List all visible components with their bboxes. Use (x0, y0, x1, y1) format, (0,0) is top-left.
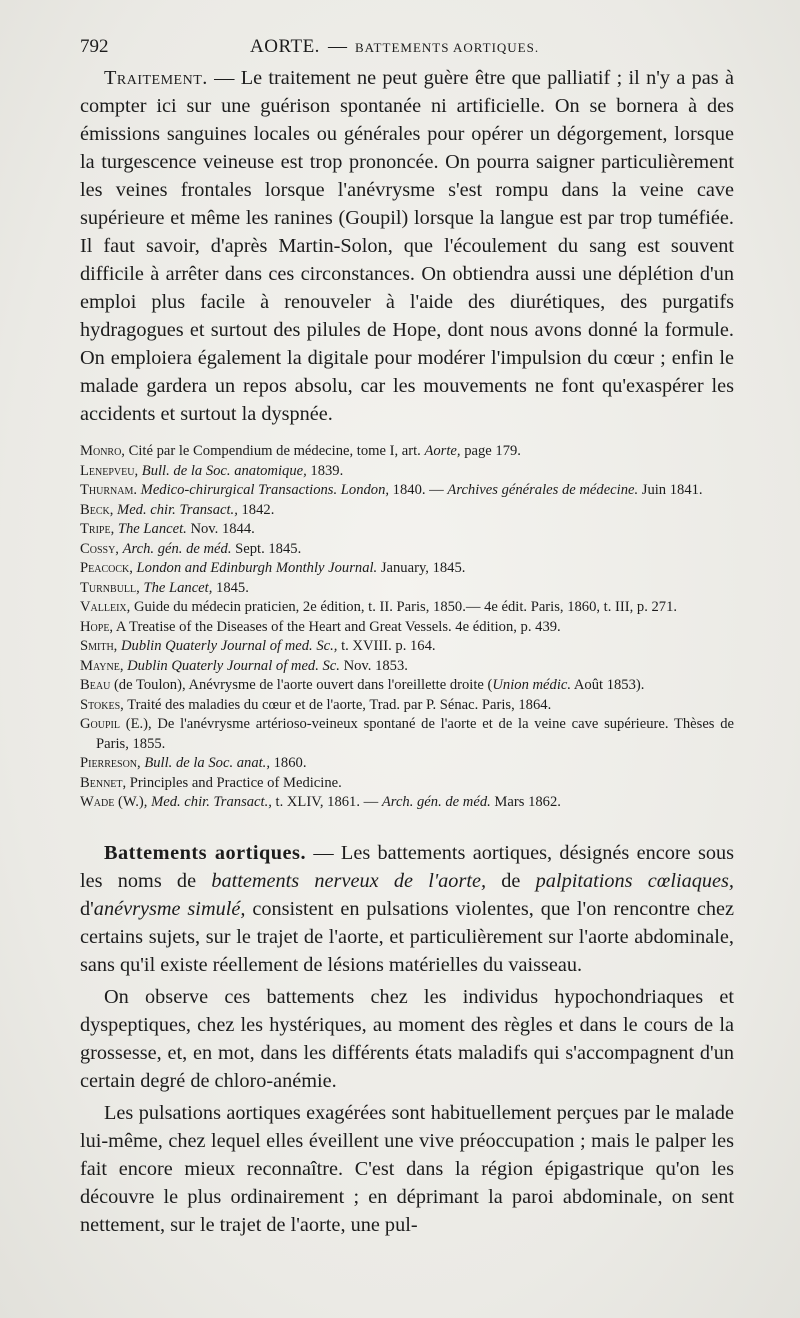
traitement-text: — Le traitement ne peut guère être que palliatif ; il n'y a pas à compter ici sur une guérison spontanée ni artificielle. On se bornera à des émissions sanguines locales ou générales pour opérer un dégorgement, lorsque la turgescence veineuse est trop prononcée. On pourra saigner particulièrement les veines frontales lorsque l'anévrysme s'est rompu dans la veine cave supérieure et même les ranines (Goupil) lorsque la langue est par trop tuméfiée. Il faut savoir, d'après Martin-Solon, que l'écoulement du sang est souvent difficile à arrêter dans ces circonstances. On obtiendra aussi une déplétion d'un emploi plus facile à renouveler à l'aide des diurétiques, des purgatifs hydragogues et surtout des pilules de Hope, dont nous avons donné la formule. On emploiera également la digitale pour modérer l'impulsion du cœur ; enfin le malade gardera un repos absolu, car les mouvements ne font qu'exaspérer les accidents et surtout la dyspnée. (80, 67, 734, 425)
bib-title: London and Edinburgh Monthly Journal. (136, 560, 378, 576)
bib-text: 1860. (269, 755, 307, 771)
bibliography-entry (80, 579, 734, 599)
bib-author: Monro, (80, 443, 125, 459)
bib-author: Lenepveu, (80, 462, 139, 479)
bib-text: Cité par le Compendium de médecine, tome I, art. (124, 443, 425, 459)
bib-author: Pierreson, (80, 755, 141, 771)
battements-text-c: d' (80, 897, 94, 920)
bib-author: Hope, (80, 618, 114, 635)
bibliography-entry (80, 520, 734, 540)
bib-author: Wade (80, 794, 115, 810)
bibliography-entry (80, 481, 734, 501)
bibliography-entry (80, 540, 734, 560)
bib-title: Bull. de la Soc. anat., (144, 755, 270, 771)
bib-text: January, 1845. (377, 560, 466, 576)
bibliography-entry (80, 442, 734, 462)
bib-author: Beau (80, 677, 111, 693)
bib-text: 1839. (306, 462, 344, 479)
bib-author: Turnbull, (80, 579, 140, 596)
bib-title: Archives générales de médecine. (447, 482, 639, 498)
bib-author: Tripe, (80, 521, 115, 537)
running-subtitle: BATTEMENTS AORTIQUES. (354, 40, 540, 55)
bib-text: Principles and Practice of Medicine. (126, 774, 342, 791)
bib-text: 1840. — (389, 482, 448, 498)
bib-author: Valleix, (80, 599, 131, 615)
bibliography-entry (80, 462, 734, 482)
bib-text: (W.), (114, 794, 152, 810)
bib-text: Traité des maladies du cœur et de l'aorte, Trad. par P. Sénac. Paris, 1864. (123, 696, 552, 713)
bib-text: Nov. 1853. (339, 657, 408, 674)
bib-title: Med. chir. Transact., (151, 794, 272, 810)
bib-title: Med. chir. Transact., (117, 501, 238, 518)
battements-text-b: de (486, 869, 536, 892)
bib-text: 1845. (212, 579, 249, 596)
bib-author: Smith, (80, 638, 118, 654)
battements-term-3: anévrysme simulé, (93, 897, 246, 920)
traitement-paragraph (80, 64, 734, 428)
bib-title: Arch. gén. de méd. (381, 794, 491, 810)
battements-paragraph-3: Les pulsations aortiques exagérées sont habituellement perçues par le malade lui-même, chez lequel elles éveillent une vive préoccupation ; mais le palper les fait encore mieux reconnaître. C'est dans la région épigastrique qu'on les découvre le plus ordinairement ; en déprimant la paroi abdominale, on sent nettement, sur le trajet de l'aorte, une pul- (80, 1101, 734, 1236)
running-separator: — (327, 36, 347, 57)
bib-title: Union médic. (492, 677, 572, 693)
bib-text: Nov. 1844. (186, 521, 255, 537)
bib-author: Bennet, (80, 774, 127, 791)
bibliography-entry (80, 754, 734, 774)
bib-text: Sept. 1845. (231, 540, 302, 557)
bib-text: 1842. (237, 501, 275, 518)
bibliography-entry (80, 676, 734, 696)
bib-text: (E.), De l'anévrysme artérioso-veineux spontané de l'aorte et de la veine cave supérieure. Thèses de Paris, 1855. (96, 716, 734, 752)
bib-title: Arch. gén. de méd. (122, 540, 232, 557)
bibliography-entry (80, 559, 734, 579)
bib-title: Dublin Quaterly Journal of med. Sc. (127, 657, 340, 674)
bibliography (80, 442, 734, 813)
bibliography-entry (80, 715, 734, 754)
bib-text: A Treatise of the Diseases of the Heart and Great Vessels. 4e édition, p. 439. (113, 618, 561, 635)
bibliography-entry (80, 637, 734, 657)
bib-title: Bull. de la Soc. anatomique, (141, 462, 307, 479)
bib-title: Aorte, (424, 443, 461, 459)
bib-author: Peacock, (80, 560, 133, 576)
bibliography-entry (80, 618, 734, 638)
bibliography-entry (80, 793, 734, 813)
bib-title: The Lancet, (143, 579, 213, 596)
bib-author: Thurnam. (80, 482, 138, 498)
battements-paragraph-2: On observe ces battements chez les individus hypochondriaques et dyspeptiques, chez les hystériques, au moment des règles et dans le cours de la grossesse, et, en mot, dans les différents états maladifs qui s'accompagnent d'un certain degré de chloro-anémie. (80, 985, 734, 1092)
bib-title: Dublin Quaterly Journal of med. Sc., (120, 638, 338, 654)
bib-author: Cossy, (80, 540, 119, 557)
bibliography-entry (80, 657, 734, 677)
battements-text-a: — Les battements aortiques, désignés encore sous les noms de (80, 841, 735, 892)
bib-author: Beck, (80, 501, 114, 518)
bib-text: Août 1853). (571, 677, 645, 693)
battements-term-2: palpitations cœliaques, (535, 869, 734, 892)
bib-text: page 179. (460, 443, 521, 459)
bib-text: (de Toulon), Anévrysme de l'aorte ouvert dans l'oreillette droite ( (110, 677, 493, 693)
bibliography-entry (80, 696, 734, 716)
bib-text: t. XLIV, 1861. — (271, 794, 382, 810)
running-head (80, 34, 734, 64)
bib-author: Mayne, (80, 657, 124, 674)
battements-heading: Battements aortiques. (104, 841, 307, 864)
bib-title: The Lancet. (117, 521, 187, 537)
battements-paragraph-1 (80, 839, 734, 979)
bib-title: Medico-chirurgical Transactions. London, (140, 482, 390, 498)
battements-text-d: consistent en pulsations violentes, que l'on rencontre chez certains sujets, sur le trajet de l'aorte, et particulièrement sur l'aorte abdominale, sans qu'il existe réellement de lésions matérielles du vaisseau. (80, 897, 734, 976)
traitement-label: Traitement. (104, 67, 208, 89)
running-title: AORTE. (250, 36, 320, 57)
bib-text: t. XVIII. p. 164. (337, 638, 436, 654)
bib-text: Juin 1841. (638, 482, 703, 498)
bib-author: Goupil (80, 716, 120, 732)
bib-text: Mars 1862. (490, 794, 561, 810)
battements-term-1: battements nerveux de l'aorte, (211, 869, 487, 892)
bib-text: Guide du médecin praticien, 2e édition, t. II. Paris, 1850.— 4e édit. Paris, 1860, t. III, p. 271. (130, 599, 678, 615)
bibliography-entry (80, 598, 734, 618)
page-number: 792 (80, 36, 109, 57)
bibliography-entry (80, 501, 734, 521)
bib-author: Stokes, (80, 696, 124, 713)
bibliography-entry (80, 774, 734, 794)
